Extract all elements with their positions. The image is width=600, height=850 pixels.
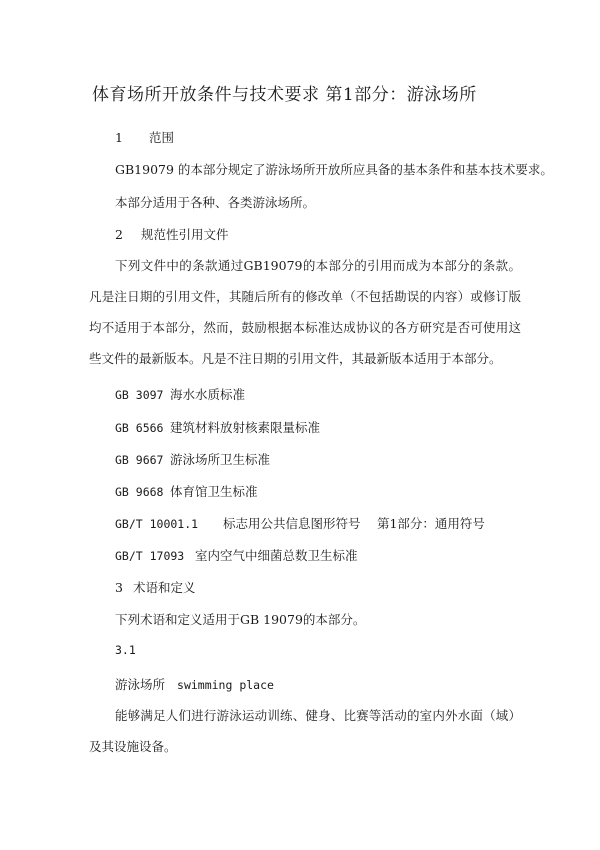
term-definition: 能够满足人们进行游泳运动训练、健身、比赛等活动的室内外水面（域）及其设施设备。: [89, 708, 521, 754]
reference-title: 海水水质标准: [170, 387, 246, 402]
reference-item: [115, 450, 270, 468]
term-chinese: 游泳场所: [115, 677, 166, 692]
term-english: swimming place: [177, 678, 274, 692]
reference-item: [115, 514, 485, 532]
reference-title: 游泳场所卫生标准: [170, 452, 271, 467]
document-title: 体育场所开放条件与技术要求 第1部分：游泳场所: [92, 85, 477, 105]
term-entry: [115, 675, 274, 693]
scope-paragraph-2: 本部分适用于各种、各类游泳场所。: [115, 195, 316, 210]
section-number: 1: [115, 130, 123, 145]
reference-item: [115, 546, 358, 564]
reference-code: GB/T 10001.1: [115, 517, 199, 531]
section-3-heading: [115, 578, 195, 596]
terms-paragraph: 下列术语和定义适用于GB 19079的本部分。: [115, 612, 366, 627]
reference-code: GB/T 17093: [115, 549, 185, 563]
section-title: 范围: [149, 130, 175, 145]
clause-number: 3.1: [115, 643, 136, 657]
reference-code: GB 9668: [115, 485, 164, 499]
section-number: 3: [115, 580, 123, 595]
reference-code: GB 3097: [115, 388, 164, 402]
reference-code: GB 6566: [115, 421, 164, 435]
reference-title: 体育馆卫生标准: [170, 484, 258, 499]
section-title: 规范性引用文件: [141, 227, 229, 242]
reference-code: GB 9667: [115, 453, 164, 467]
reference-item: [115, 418, 320, 436]
section-1-heading: [115, 128, 174, 146]
section-2-heading: [115, 225, 229, 243]
reference-title: 建筑材料放射核素限量标准: [170, 420, 321, 435]
reference-item: [115, 385, 245, 403]
reference-title: 室内空气中细菌总数卫生标准: [195, 548, 358, 563]
reference-title: 标志用公共信息图形符号 第1部分：通用符号: [223, 516, 485, 531]
scope-paragraph-1: GB19079 的本部分规定了游泳场所开放所应具备的基本条件和基本技术要求。: [115, 162, 553, 177]
reference-item: [115, 482, 258, 500]
normative-references-paragraph: 下列文件中的条款通过GB19079的本部分的引用而成为本部分的条款。凡是注日期的引用文件，其随后所有的修改单（不包括勘误的内容）或修订版均不适用于本部分，然而，鼓励根据本标准达成协议的各方研究是否可使用这些文件的最新版本。凡是不注日期的引用文件，其最新版本适用于本部分。: [89, 258, 521, 366]
section-number: 2: [115, 227, 123, 242]
section-title: 术语和定义: [132, 580, 196, 595]
